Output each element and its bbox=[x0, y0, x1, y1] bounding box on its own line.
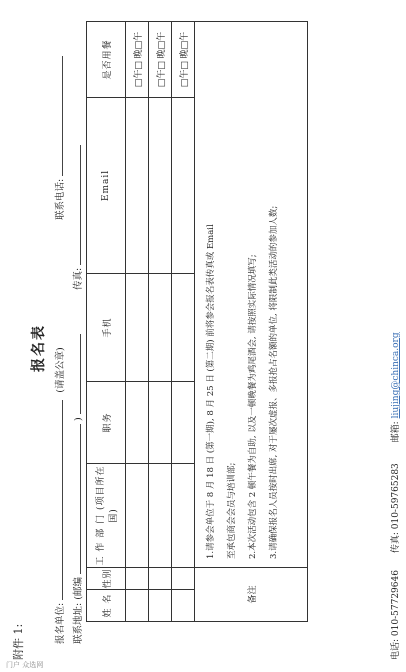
footer-fax-label: 传真: bbox=[391, 532, 401, 554]
table-row bbox=[126, 22, 149, 622]
form-title: 报名表 bbox=[31, 324, 47, 372]
name-cell[interactable] bbox=[126, 590, 149, 622]
footer-email-link[interactable]: liujing@chinca.org bbox=[391, 332, 401, 419]
email-cell[interactable] bbox=[172, 98, 195, 274]
mobile-cell[interactable] bbox=[172, 274, 195, 382]
gender-cell[interactable] bbox=[172, 568, 195, 590]
fax-field[interactable] bbox=[80, 145, 81, 265]
address-field[interactable] bbox=[80, 334, 81, 414]
contact-phone-line bbox=[52, 56, 66, 220]
position-cell[interactable] bbox=[172, 382, 195, 464]
footer-email-label: 邮箱: bbox=[391, 421, 401, 443]
gender-cell[interactable] bbox=[126, 568, 149, 590]
footer-fax: 010-59765283 bbox=[391, 463, 401, 530]
mobile-cell[interactable] bbox=[149, 274, 172, 382]
watermark: 门户 众选网 bbox=[6, 661, 44, 669]
seal-note: (请盖公章) bbox=[55, 347, 66, 393]
table-row bbox=[149, 22, 172, 622]
mobile-cell[interactable] bbox=[126, 274, 149, 382]
attachment-label: 附件 1: bbox=[12, 623, 25, 660]
postcode-label: (邮编 bbox=[73, 577, 84, 600]
header-gender: 性别 bbox=[87, 568, 126, 590]
postcode-close: ) bbox=[73, 417, 84, 421]
unit-label: 报名单位: bbox=[55, 602, 66, 644]
note-line: 2.本次活动包含 2 顿午餐为自助, 以及一顿晚餐为鸡尾酒会, 请按照实际情况填写; bbox=[248, 254, 258, 559]
fax-label: 传真: bbox=[73, 267, 84, 290]
meal-options[interactable]: □午□ 晚□午 bbox=[126, 22, 149, 98]
header-position: 职务 bbox=[87, 382, 126, 464]
header-department: 工 作 部 门 (项目所在国) bbox=[87, 464, 126, 568]
notes-label: 备注 bbox=[195, 568, 308, 622]
email-cell[interactable] bbox=[126, 98, 149, 274]
notes-cell bbox=[195, 22, 308, 568]
footer-phone-label: 电话: bbox=[391, 638, 401, 660]
position-cell[interactable] bbox=[126, 382, 149, 464]
table-row bbox=[172, 22, 195, 622]
note-line: 1.请参会单位于 8 月 18 日 (第一期), 8 月 25 日 (第二期) 前将参会报名表传真或 Email bbox=[206, 224, 216, 559]
department-cell[interactable] bbox=[172, 464, 195, 568]
department-cell[interactable] bbox=[126, 464, 149, 568]
fax-line bbox=[70, 145, 84, 290]
unit-field[interactable] bbox=[62, 400, 63, 600]
contact-phone-field[interactable] bbox=[62, 56, 63, 176]
header-email: Email bbox=[87, 98, 126, 274]
note-line: 3.请确保报名人员按时出席, 对于屡次虚报、多报抢占名额的单位, 将限制此类活动的参加人数; bbox=[269, 205, 279, 559]
address-label: 联系地址: bbox=[73, 602, 84, 644]
email-cell[interactable] bbox=[149, 98, 172, 274]
unit-line bbox=[52, 347, 66, 644]
note-line: 至承包商会会员与培训部; bbox=[227, 462, 237, 559]
table-header-row bbox=[87, 22, 126, 622]
gender-cell[interactable] bbox=[149, 568, 172, 590]
meal-options[interactable]: □午□ 晚□午 bbox=[172, 22, 195, 98]
header-name: 姓 名 bbox=[87, 590, 126, 622]
header-meal: 是否用餐 bbox=[87, 22, 126, 98]
name-cell[interactable] bbox=[172, 590, 195, 622]
notes-row bbox=[195, 22, 308, 622]
position-cell[interactable] bbox=[149, 382, 172, 464]
name-cell[interactable] bbox=[149, 590, 172, 622]
header-mobile: 手机 bbox=[87, 274, 126, 382]
department-cell[interactable] bbox=[149, 464, 172, 568]
footer-contact bbox=[388, 332, 401, 660]
postcode-field[interactable] bbox=[80, 424, 81, 574]
contact-phone-label: 联系电话: bbox=[55, 178, 66, 220]
address-line bbox=[70, 334, 84, 644]
footer-phone: 010-57729646 bbox=[391, 570, 401, 637]
registration-table bbox=[86, 21, 308, 622]
meal-options[interactable]: □午□ 晚□午 bbox=[149, 22, 172, 98]
